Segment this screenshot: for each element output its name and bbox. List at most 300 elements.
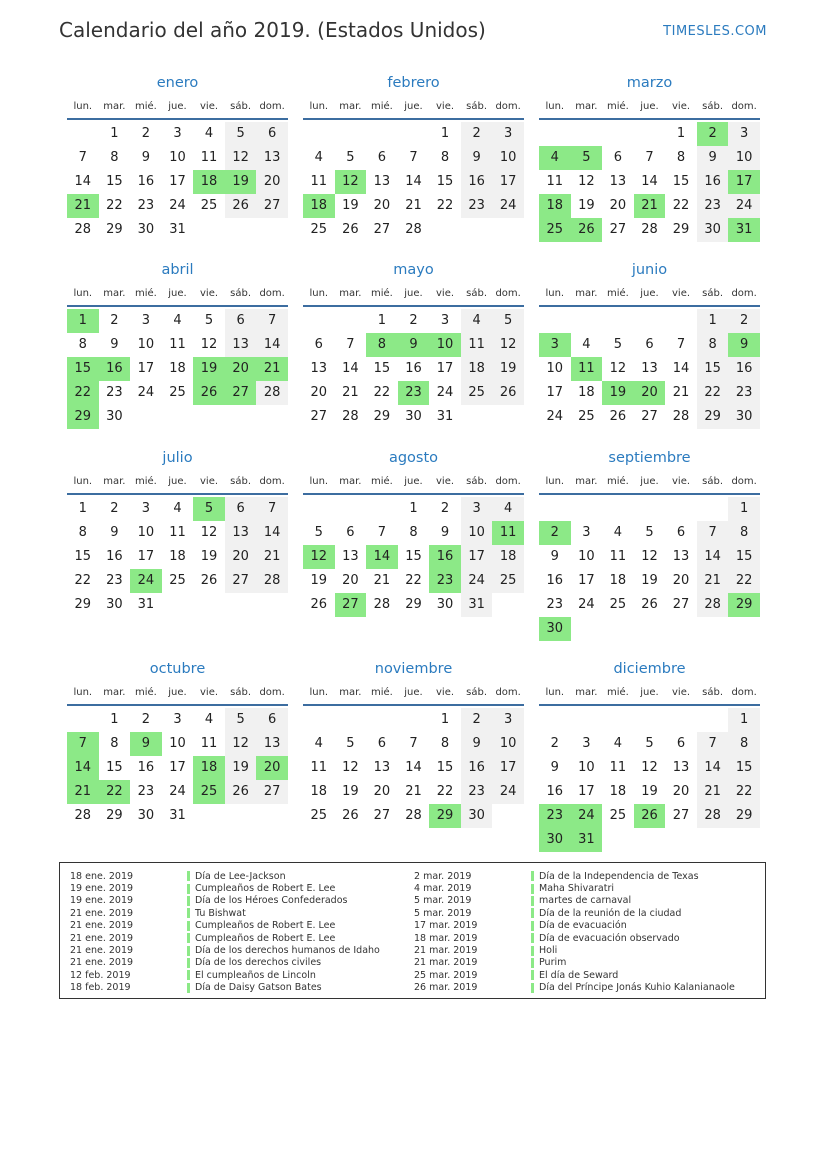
day-grid bbox=[67, 122, 288, 242]
weekday-label: vie. bbox=[200, 100, 219, 112]
day-cell: 15 bbox=[373, 361, 391, 376]
holiday-day-cell: 21 bbox=[67, 194, 99, 218]
empty-cell bbox=[602, 708, 634, 732]
weekday-label: sáb. bbox=[466, 287, 488, 299]
weekday-label: mié. bbox=[606, 100, 629, 112]
day-cell: 25 bbox=[609, 808, 627, 823]
weekday-header bbox=[539, 282, 760, 304]
empty-cell bbox=[539, 497, 571, 521]
holiday-day-cell: 29 bbox=[429, 804, 461, 828]
day-cell: 3 bbox=[440, 313, 450, 328]
empty-cell bbox=[67, 708, 99, 732]
day-cell: 26 bbox=[641, 597, 658, 612]
day-cell: 1 bbox=[676, 126, 686, 141]
day-cell: 16 bbox=[461, 170, 493, 194]
empty-cell bbox=[67, 122, 99, 146]
day-cell: 19 bbox=[641, 573, 658, 588]
day-cell: 5 bbox=[645, 736, 654, 751]
day-cell: 24 bbox=[578, 597, 595, 612]
day-cell: 1 bbox=[697, 309, 729, 333]
legend-date: 21 ene. 2019 bbox=[70, 907, 134, 919]
day-cell: 22 bbox=[405, 573, 422, 588]
legend-row bbox=[70, 969, 380, 981]
holiday-day-cell: 21 bbox=[67, 780, 99, 804]
holiday-marker-icon bbox=[187, 958, 190, 968]
day-cell: 11 bbox=[169, 337, 186, 352]
holiday-day-cell: 22 bbox=[99, 780, 131, 804]
day-cell: 20 bbox=[256, 170, 288, 194]
empty-cell bbox=[602, 497, 634, 521]
day-cell: 31 bbox=[436, 409, 454, 424]
legend-row bbox=[414, 870, 735, 882]
day-cell: 27 bbox=[256, 194, 288, 218]
day-cell: 27 bbox=[373, 222, 391, 237]
weekday-label: mié. bbox=[370, 475, 393, 487]
empty-cell bbox=[571, 708, 603, 732]
day-cell: 29 bbox=[106, 808, 123, 823]
day-cell: 6 bbox=[314, 337, 323, 352]
day-cell: 4 bbox=[173, 501, 182, 516]
day-cell: 5 bbox=[204, 313, 214, 328]
header-divider bbox=[303, 118, 524, 120]
day-cell: 29 bbox=[728, 804, 760, 828]
day-cell: 23 bbox=[546, 597, 564, 612]
day-cell: 27 bbox=[672, 597, 690, 612]
holiday-day-cell: 8 bbox=[366, 333, 398, 357]
day-cell: 11 bbox=[609, 760, 627, 775]
day-cell: 8 bbox=[110, 736, 119, 751]
day-cell: 24 bbox=[137, 385, 155, 400]
day-cell: 7 bbox=[697, 521, 729, 545]
holiday-day-cell: 9 bbox=[728, 333, 760, 357]
weekday-label: mar. bbox=[575, 475, 598, 487]
legend-date: 4 mar. 2019 bbox=[414, 883, 472, 895]
day-cell: 13 bbox=[256, 732, 288, 756]
day-cell: 22 bbox=[373, 385, 391, 400]
header-divider bbox=[67, 305, 288, 307]
legend-holiday-name: martes de carnaval bbox=[539, 895, 632, 907]
holiday-day-cell: 25 bbox=[193, 780, 225, 804]
weekday-label: vie. bbox=[200, 686, 219, 698]
day-cell: 6 bbox=[225, 309, 257, 333]
empty-cell bbox=[366, 122, 398, 146]
day-cell: 7 bbox=[645, 150, 654, 165]
day-cell: 17 bbox=[492, 170, 524, 194]
header-divider bbox=[539, 118, 760, 120]
day-cell: 31 bbox=[461, 593, 493, 617]
page-title: Calendario del año 2019. (Estados Unidos) bbox=[59, 18, 486, 42]
legend-date: 12 feb. 2019 bbox=[70, 969, 131, 981]
day-cell: 11 bbox=[310, 174, 328, 189]
day-cell: 14 bbox=[342, 361, 359, 376]
empty-cell bbox=[602, 309, 634, 333]
holiday-marker-icon bbox=[531, 896, 534, 906]
day-cell: 27 bbox=[373, 808, 391, 823]
day-cell: 22 bbox=[728, 569, 760, 593]
month-name: febrero bbox=[387, 75, 440, 91]
legend-holiday-name: Día de la reunión de la ciudad bbox=[539, 907, 682, 919]
day-cell: 20 bbox=[373, 198, 391, 213]
legend-row bbox=[70, 870, 380, 882]
holiday-marker-icon bbox=[531, 921, 534, 931]
legend-row bbox=[70, 957, 380, 969]
day-cell: 4 bbox=[613, 736, 623, 751]
day-grid bbox=[303, 497, 524, 617]
day-cell: 19 bbox=[200, 549, 218, 564]
holiday-day-cell: 16 bbox=[429, 545, 461, 569]
holiday-day-cell: 30 bbox=[539, 828, 571, 852]
day-cell: 5 bbox=[225, 122, 257, 146]
empty-cell bbox=[571, 122, 603, 146]
day-cell: 8 bbox=[78, 525, 87, 540]
month-diciembre bbox=[539, 659, 760, 852]
day-cell: 16 bbox=[461, 756, 493, 780]
day-cell: 25 bbox=[169, 385, 186, 400]
day-cell: 2 bbox=[728, 309, 760, 333]
legend-holiday-name: Maha Shivaratri bbox=[539, 883, 615, 895]
header-divider bbox=[539, 704, 760, 706]
day-cell: 31 bbox=[169, 808, 186, 823]
day-cell: 1 bbox=[110, 712, 119, 727]
day-cell: 7 bbox=[377, 525, 387, 540]
legend-holiday-name: Cumpleaños de Robert E. Lee bbox=[195, 883, 336, 895]
day-cell: 15 bbox=[106, 174, 123, 189]
day-cell: 27 bbox=[310, 409, 328, 424]
day-cell: 27 bbox=[672, 808, 690, 823]
legend-date: 21 ene. 2019 bbox=[70, 957, 134, 969]
day-cell: 28 bbox=[74, 222, 92, 237]
holiday-day-cell: 19 bbox=[602, 381, 634, 405]
holiday-day-cell: 27 bbox=[335, 593, 367, 617]
empty-cell bbox=[634, 497, 666, 521]
legend-column-left bbox=[70, 870, 380, 994]
weekday-header bbox=[539, 681, 760, 703]
weekday-label: mié. bbox=[370, 100, 393, 112]
empty-cell bbox=[366, 708, 398, 732]
day-cell: 19 bbox=[342, 784, 359, 799]
month-name: abril bbox=[161, 262, 194, 278]
day-cell: 8 bbox=[440, 736, 450, 751]
legend-row bbox=[70, 882, 380, 894]
holiday-day-cell: 18 bbox=[193, 170, 225, 194]
holiday-day-cell: 23 bbox=[398, 381, 430, 405]
day-cell: 12 bbox=[641, 760, 658, 775]
holiday-marker-icon bbox=[531, 871, 534, 881]
legend-date: 5 mar. 2019 bbox=[414, 895, 472, 907]
day-cell: 8 bbox=[409, 525, 418, 540]
day-cell: 15 bbox=[672, 174, 690, 189]
holiday-marker-icon bbox=[187, 933, 190, 943]
weekday-label: dom. bbox=[259, 686, 285, 698]
day-grid bbox=[67, 708, 288, 828]
weekday-label: vie. bbox=[200, 287, 219, 299]
day-cell: 17 bbox=[578, 784, 595, 799]
day-cell: 8 bbox=[728, 732, 760, 756]
day-cell: 5 bbox=[492, 309, 524, 333]
holiday-day-cell: 18 bbox=[539, 194, 571, 218]
day-cell: 15 bbox=[728, 545, 760, 569]
weekday-header bbox=[67, 282, 288, 304]
weekday-label: mié. bbox=[606, 686, 629, 698]
weekday-header bbox=[303, 95, 524, 117]
holiday-day-cell: 5 bbox=[193, 497, 225, 521]
day-cell: 26 bbox=[342, 222, 359, 237]
day-cell: 6 bbox=[256, 708, 288, 732]
day-cell: 13 bbox=[609, 174, 627, 189]
holiday-day-cell: 26 bbox=[571, 218, 603, 242]
weekday-label: jue. bbox=[640, 287, 659, 299]
weekday-label: vie. bbox=[436, 686, 455, 698]
empty-cell bbox=[665, 309, 697, 333]
legend-row bbox=[414, 932, 735, 944]
weekday-label: mié. bbox=[370, 287, 393, 299]
day-cell: 16 bbox=[546, 573, 564, 588]
day-cell: 13 bbox=[225, 333, 257, 357]
day-cell: 22 bbox=[436, 784, 454, 799]
weekday-label: sáb. bbox=[466, 686, 488, 698]
day-cell: 7 bbox=[676, 337, 686, 352]
holiday-marker-icon bbox=[187, 908, 190, 918]
day-cell: 19 bbox=[342, 198, 359, 213]
day-cell: 29 bbox=[373, 409, 391, 424]
day-cell: 15 bbox=[697, 357, 729, 381]
day-cell: 7 bbox=[78, 150, 87, 165]
empty-cell bbox=[665, 497, 697, 521]
day-cell: 8 bbox=[440, 150, 450, 165]
day-cell: 16 bbox=[405, 361, 422, 376]
weekday-label: mié. bbox=[370, 686, 393, 698]
empty-cell bbox=[602, 122, 634, 146]
day-cell: 16 bbox=[106, 549, 123, 564]
weekday-label: mié. bbox=[606, 475, 629, 487]
day-cell: 15 bbox=[74, 549, 92, 564]
holiday-marker-icon bbox=[531, 946, 534, 956]
day-cell: 4 bbox=[314, 736, 323, 751]
legend-date: 18 feb. 2019 bbox=[70, 982, 131, 994]
day-cell: 15 bbox=[728, 756, 760, 780]
weekday-label: vie. bbox=[672, 287, 691, 299]
day-cell: 16 bbox=[137, 174, 155, 189]
day-cell: 4 bbox=[204, 712, 214, 727]
day-cell: 13 bbox=[641, 361, 658, 376]
day-cell: 20 bbox=[225, 545, 257, 569]
day-cell: 14 bbox=[256, 333, 288, 357]
weekday-label: sáb. bbox=[702, 686, 724, 698]
holiday-day-cell: 22 bbox=[67, 381, 99, 405]
weekday-label: dom. bbox=[495, 475, 521, 487]
day-cell: 24 bbox=[492, 780, 524, 804]
day-cell: 17 bbox=[137, 549, 155, 564]
day-cell: 17 bbox=[461, 545, 493, 569]
legend-row bbox=[70, 907, 380, 919]
legend-date: 21 ene. 2019 bbox=[70, 932, 134, 944]
day-cell: 6 bbox=[377, 150, 387, 165]
legend-row bbox=[414, 957, 735, 969]
holiday-day-cell: 14 bbox=[366, 545, 398, 569]
holiday-day-cell: 1 bbox=[67, 309, 99, 333]
day-cell: 21 bbox=[697, 569, 729, 593]
day-cell: 12 bbox=[225, 732, 257, 756]
weekday-label: jue. bbox=[168, 686, 187, 698]
day-cell: 8 bbox=[110, 150, 119, 165]
day-cell: 7 bbox=[697, 732, 729, 756]
weekday-label: lun. bbox=[73, 686, 93, 698]
day-cell: 7 bbox=[409, 736, 418, 751]
day-cell: 2 bbox=[550, 736, 559, 751]
weekday-header bbox=[67, 470, 288, 492]
day-cell: 10 bbox=[578, 760, 595, 775]
weekday-label: mié. bbox=[134, 475, 157, 487]
day-cell: 22 bbox=[436, 198, 454, 213]
day-cell: 20 bbox=[373, 784, 391, 799]
day-cell: 14 bbox=[405, 760, 422, 775]
empty-cell bbox=[335, 122, 367, 146]
weekday-label: jue. bbox=[640, 475, 659, 487]
day-cell: 14 bbox=[641, 174, 658, 189]
day-cell: 27 bbox=[641, 409, 658, 424]
day-cell: 25 bbox=[200, 198, 218, 213]
weekday-label: jue. bbox=[168, 475, 187, 487]
legend-date: 19 ene. 2019 bbox=[70, 895, 134, 907]
day-cell: 10 bbox=[137, 525, 155, 540]
day-cell: 11 bbox=[310, 760, 328, 775]
weekday-label: lun. bbox=[309, 100, 329, 112]
day-cell: 22 bbox=[697, 381, 729, 405]
day-cell: 25 bbox=[461, 381, 493, 405]
day-cell: 1 bbox=[440, 126, 450, 141]
day-cell: 4 bbox=[173, 313, 182, 328]
day-cell: 21 bbox=[256, 545, 288, 569]
weekday-header bbox=[303, 681, 524, 703]
day-cell: 3 bbox=[492, 122, 524, 146]
day-cell: 3 bbox=[728, 122, 760, 146]
legend-date: 18 ene. 2019 bbox=[70, 870, 134, 882]
legend-holiday-name: Día de Lee-Jackson bbox=[195, 870, 286, 882]
day-cell: 1 bbox=[110, 126, 119, 141]
holiday-marker-icon bbox=[187, 983, 190, 993]
day-cell: 6 bbox=[676, 736, 686, 751]
day-cell: 27 bbox=[256, 780, 288, 804]
day-cell: 2 bbox=[440, 501, 450, 516]
day-cell: 6 bbox=[613, 150, 623, 165]
day-grid bbox=[539, 309, 760, 429]
legend-row bbox=[414, 895, 735, 907]
legend-holiday-name: Purim bbox=[539, 957, 567, 969]
legend-date: 21 mar. 2019 bbox=[414, 945, 478, 957]
weekday-label: sáb. bbox=[230, 100, 252, 112]
holiday-day-cell: 23 bbox=[429, 569, 461, 593]
day-cell: 7 bbox=[256, 309, 288, 333]
day-cell: 24 bbox=[546, 409, 564, 424]
legend-row bbox=[414, 907, 735, 919]
weekday-label: lun. bbox=[309, 686, 329, 698]
holiday-marker-icon bbox=[187, 970, 190, 980]
weekday-label: vie. bbox=[672, 686, 691, 698]
day-cell: 10 bbox=[492, 146, 524, 170]
day-grid bbox=[539, 708, 760, 852]
day-cell: 28 bbox=[256, 569, 288, 593]
weekday-label: jue. bbox=[640, 100, 659, 112]
day-cell: 9 bbox=[550, 549, 559, 564]
weekday-label: dom. bbox=[731, 287, 757, 299]
day-cell: 1 bbox=[728, 708, 760, 732]
day-cell: 30 bbox=[728, 405, 760, 429]
empty-cell bbox=[634, 122, 666, 146]
day-cell: 13 bbox=[342, 549, 359, 564]
weekday-label: sáb. bbox=[702, 100, 724, 112]
weekday-label: dom. bbox=[495, 100, 521, 112]
day-cell: 6 bbox=[346, 525, 355, 540]
holiday-day-cell: 29 bbox=[67, 405, 99, 429]
holiday-day-cell: 12 bbox=[303, 545, 335, 569]
day-cell: 3 bbox=[582, 525, 591, 540]
empty-cell bbox=[335, 309, 367, 333]
legend-holiday-name: Día de evacuación observado bbox=[539, 932, 680, 944]
holiday-day-cell: 5 bbox=[571, 146, 603, 170]
day-cell: 29 bbox=[697, 405, 729, 429]
weekday-label: mar. bbox=[575, 287, 598, 299]
day-cell: 3 bbox=[492, 708, 524, 732]
day-cell: 14 bbox=[405, 174, 422, 189]
holiday-day-cell: 7 bbox=[67, 732, 99, 756]
day-cell: 24 bbox=[461, 569, 493, 593]
weekday-label: sáb. bbox=[702, 475, 724, 487]
holiday-day-cell: 24 bbox=[130, 569, 162, 593]
legend-row bbox=[70, 944, 380, 956]
day-cell: 16 bbox=[137, 760, 155, 775]
empty-cell bbox=[665, 708, 697, 732]
legend-row bbox=[414, 969, 735, 981]
site-brand-link[interactable]: TIMESLES.COM bbox=[663, 24, 767, 39]
day-cell: 12 bbox=[609, 361, 627, 376]
month-enero bbox=[67, 73, 288, 242]
day-cell: 29 bbox=[405, 597, 422, 612]
day-cell: 23 bbox=[106, 385, 123, 400]
day-cell: 11 bbox=[200, 150, 218, 165]
day-cell: 2 bbox=[141, 126, 151, 141]
day-cell: 9 bbox=[461, 732, 493, 756]
day-cell: 25 bbox=[310, 808, 328, 823]
holiday-day-cell: 2 bbox=[697, 122, 729, 146]
day-cell: 12 bbox=[578, 174, 595, 189]
header-divider bbox=[539, 305, 760, 307]
day-cell: 18 bbox=[609, 573, 627, 588]
day-cell: 1 bbox=[78, 501, 87, 516]
month-agosto bbox=[303, 448, 524, 617]
day-cell: 7 bbox=[256, 497, 288, 521]
day-cell: 29 bbox=[672, 222, 690, 237]
day-cell: 4 bbox=[314, 150, 323, 165]
day-cell: 22 bbox=[672, 198, 690, 213]
legend-row bbox=[414, 982, 735, 994]
day-grid bbox=[539, 122, 760, 242]
day-cell: 14 bbox=[697, 545, 729, 569]
legend-row bbox=[414, 920, 735, 932]
day-cell: 30 bbox=[106, 597, 123, 612]
day-cell: 12 bbox=[200, 337, 218, 352]
day-grid bbox=[67, 497, 288, 617]
day-cell: 13 bbox=[672, 549, 690, 564]
holiday-day-cell: 12 bbox=[335, 170, 367, 194]
header-divider bbox=[539, 493, 760, 495]
day-cell: 30 bbox=[137, 808, 155, 823]
day-cell: 20 bbox=[672, 784, 690, 799]
legend-holiday-name: Cumpleaños de Robert E. Lee bbox=[195, 920, 336, 932]
day-cell: 10 bbox=[578, 549, 595, 564]
weekday-label: lun. bbox=[73, 287, 93, 299]
day-cell: 11 bbox=[169, 525, 186, 540]
day-cell: 23 bbox=[106, 573, 123, 588]
